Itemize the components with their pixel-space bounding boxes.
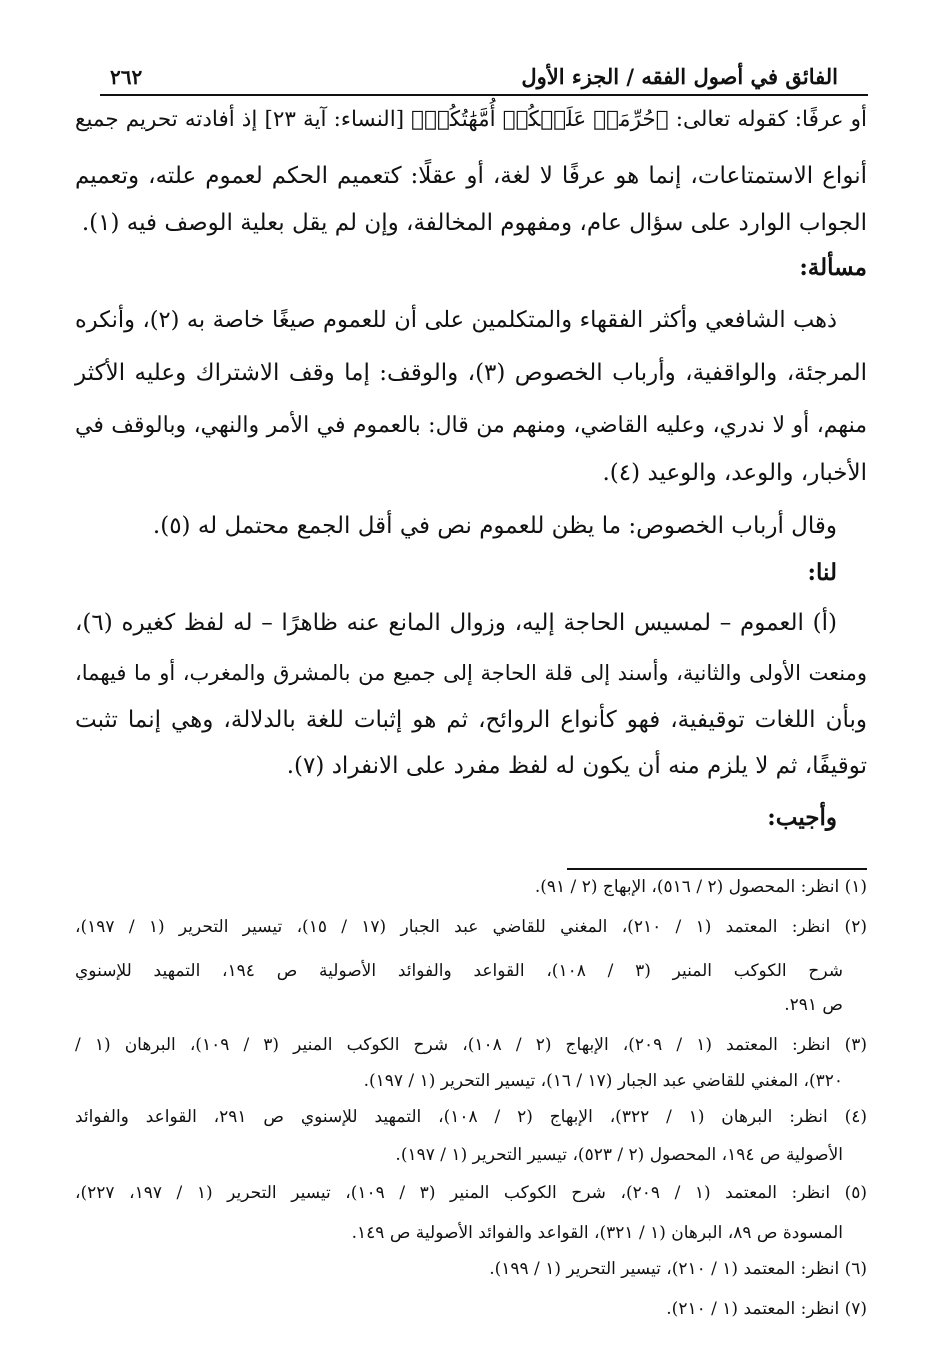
- section-heading: لنا:: [807, 559, 837, 586]
- footnote-line: (٥) انظر: المعتمد (١ / ٢٠٩)، شرح الكوكب المنير (٣ / ١٠٩)، تيسير التحرير (١ / ١٩٧، ٢٢٧)،: [75, 1183, 868, 1203]
- body-line: (أ) العموم – لمسيس الحاجة إليه، وزوال المانع عنه ظاهرًا – له لفظ كغيره (٦)،: [75, 610, 837, 636]
- footnote-line: المسودة ص ٨٩، البرهان (١ / ٣٢١)، القواعد والفوائد الأصولية ص ١٤٩.: [351, 1223, 843, 1243]
- footnote-separator: [567, 868, 867, 870]
- footnote-line: (٦) انظر: المعتمد (١ / ٢١٠)، تيسير التحرير (١ / ١٩٩).: [489, 1259, 867, 1279]
- footnote-line: الأصولية ص ١٩٤، المحصول (٢ / ٥٢٣)، تيسير التحرير (١ / ١٩٧).: [395, 1145, 843, 1165]
- body-line: أنواع الاستمتاعات، إنما هو عرفًا لا لغة، أو عقلًا: كتعميم الحكم لعموم علته، وتعميم: [75, 163, 867, 189]
- body-line: أو عرفًا: كقوله تعالى: ﴿حُرِّمَتۡ عَلَيۡكُمۡ أُمَّهَٰتُكُمۡ﴾ [النساء: آية ٢٣] إذ أفادته تحريم جميع: [75, 107, 867, 132]
- footnote-line: ص ٢٩١.: [784, 995, 843, 1015]
- body-line: وقال أرباب الخصوص: ما يظن للعموم نص في أقل الجمع محتمل له (٥).: [152, 513, 837, 539]
- footnote-line: (٣) انظر: المعتمد (١ / ٢٠٩)، الإبهاج (٢ / ١٠٨)، شرح الكوكب المنير (٣ / ١٠٩)، البرهان (١ /: [75, 1035, 868, 1055]
- page-number: ٢٦٢: [104, 62, 148, 92]
- footnote-line: (٧) انظر: المعتمد (١ / ٢١٠).: [666, 1299, 867, 1319]
- section-heading: وأجيب:: [767, 804, 837, 831]
- body-line: الأخبار، والوعد، والوعيد (٤).: [602, 460, 867, 486]
- body-line: الجواب الوارد على سؤال عام، ومفهوم المخالفة، وإن لم يقل بعلية الوصف فيه (١).: [81, 210, 867, 236]
- body-line: وبأن اللغات توقيفية، فهو كأنواع الروائح، ثم هو إثبات للغة بالدلالة، وهي إنما تثبت: [75, 707, 867, 733]
- section-heading: مسألة:: [799, 254, 867, 281]
- body-line: ومنعت الأولى والثانية، وأسند إلى قلة الحاجة إلى جميع من بالمشرق والمغرب، أو ما فيهما،: [75, 661, 867, 685]
- footnote-line: (٤) انظر: البرهان (١ / ٣٢٢)، الإبهاج (٢ / ١٠٨)، التمهيد للإسنوي ص ٢٩١، القواعد والفوائد: [75, 1107, 867, 1127]
- running-title: الفائق في أصول الفقه / الجزء الأول: [513, 62, 846, 92]
- footnote-line: (١) انظر: المحصول (٢ / ٥١٦)، الإبهاج (٢ / ٩١).: [534, 877, 867, 897]
- footnote-line: (٢) انظر: المعتمد (١ / ٢١٠)، المغني للقاضي عبد الجبار (١٧ / ١٥)، تيسير التحرير (١ / ١٩٧)،: [75, 917, 867, 937]
- footnote-line: شرح الكوكب المنير (٣ / ١٠٨)، القواعد والفوائد الأصولية ص ١٩٤، التمهيد للإسنوي: [75, 961, 843, 981]
- running-header: [100, 60, 868, 96]
- body-line: ذهب الشافعي وأكثر الفقهاء والمتكلمين على أن للعموم صيغًا خاصة به (٢)، وأنكره: [75, 307, 838, 333]
- footnote-line: ٣٢٠)، المغني للقاضي عبد الجبار (١٧ / ١٦)، تيسير التحرير (١ / ١٩٧).: [363, 1071, 843, 1091]
- body-line: توقيفًا، ثم لا يلزم منه أن يكون له لفظ مفرد على الانفراد (٧).: [286, 753, 867, 779]
- body-line: المرجئة، والواقفية، وأرباب الخصوص (٣)، والوقف: إما وقف الاشتراك وعليه الأكثر: [75, 360, 867, 386]
- body-line: منهم، أو لا ندري، وعليه القاضي، ومنهم من قال: بالعموم في الأمر والنهي، وبالوقف في: [75, 413, 867, 438]
